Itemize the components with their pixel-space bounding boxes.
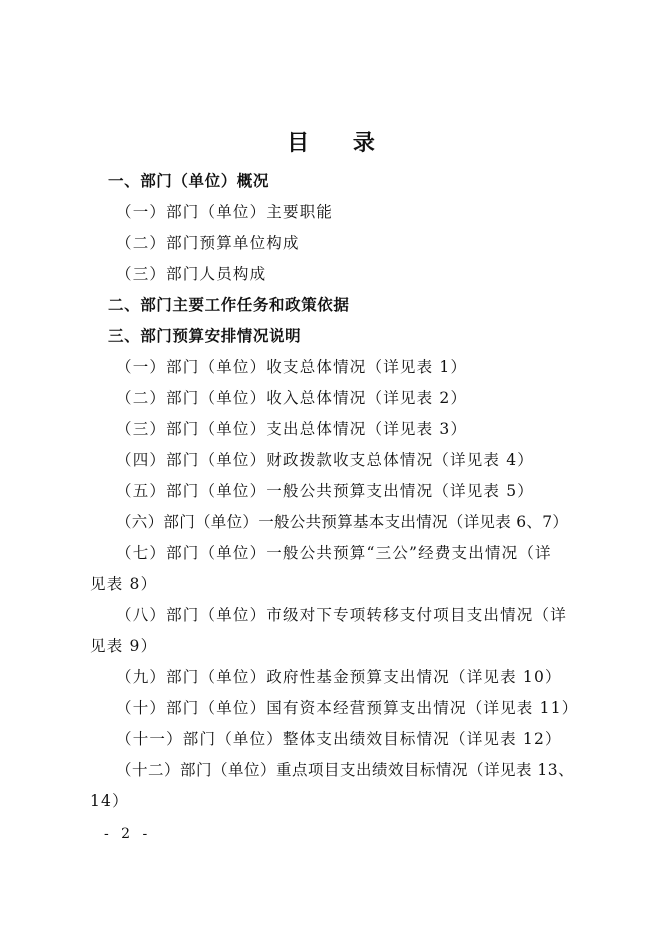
page-number: - 2 - xyxy=(104,826,152,842)
toc-item-continuation: 14） xyxy=(90,792,129,810)
toc-item: （十一）部门（单位）整体支出绩效目标情况（详见表 12） xyxy=(116,730,562,748)
toc-item: （二）部门（单位）收入总体情况（详见表 2） xyxy=(116,389,468,407)
toc-item: （五）部门（单位）一般公共预算支出情况（详见表 5） xyxy=(116,482,534,500)
toc-item: （一）部门（单位）主要职能 xyxy=(116,203,334,221)
toc-heading-3: 三、部门预算安排情况说明 xyxy=(108,327,302,345)
toc-item: （七）部门（单位）一般公共预算“三公”经费支出情况（详 xyxy=(116,544,552,562)
toc-item: （九）部门（单位）政府性基金预算支出情况（详见表 10） xyxy=(116,668,562,686)
toc-item: （六）部门（单位）一般公共预算基本支出情况（详见表 6、7） xyxy=(116,513,569,531)
toc-item: （十）部门（单位）国有资本经营预算支出情况（详见表 11） xyxy=(116,699,579,717)
toc-item: （三）部门（单位）支出总体情况（详见表 3） xyxy=(116,420,468,438)
toc-heading-1: 一、部门（单位）概况 xyxy=(108,172,270,190)
table-of-contents xyxy=(90,166,590,817)
toc-item: （十二）部门（单位）重点项目支出绩效目标情况（详见表 13、 xyxy=(116,761,575,779)
toc-item-continuation: 见表 8） xyxy=(90,575,158,593)
toc-heading-2: 二、部门主要工作任务和政策依据 xyxy=(108,296,350,314)
page-title: 目 录 xyxy=(287,131,393,156)
toc-item: （三）部门人员构成 xyxy=(116,265,267,283)
toc-item: （四）部门（单位）财政拨款收支总体情况（详见表 4） xyxy=(116,451,534,469)
toc-item: （八）部门（单位）市级对下专项转移支付项目支出情况（详 xyxy=(116,606,567,624)
toc-item-continuation: 见表 9） xyxy=(90,637,158,655)
toc-item: （二）部门预算单位构成 xyxy=(116,234,300,252)
toc-item: （一）部门（单位）收支总体情况（详见表 1） xyxy=(116,358,468,376)
